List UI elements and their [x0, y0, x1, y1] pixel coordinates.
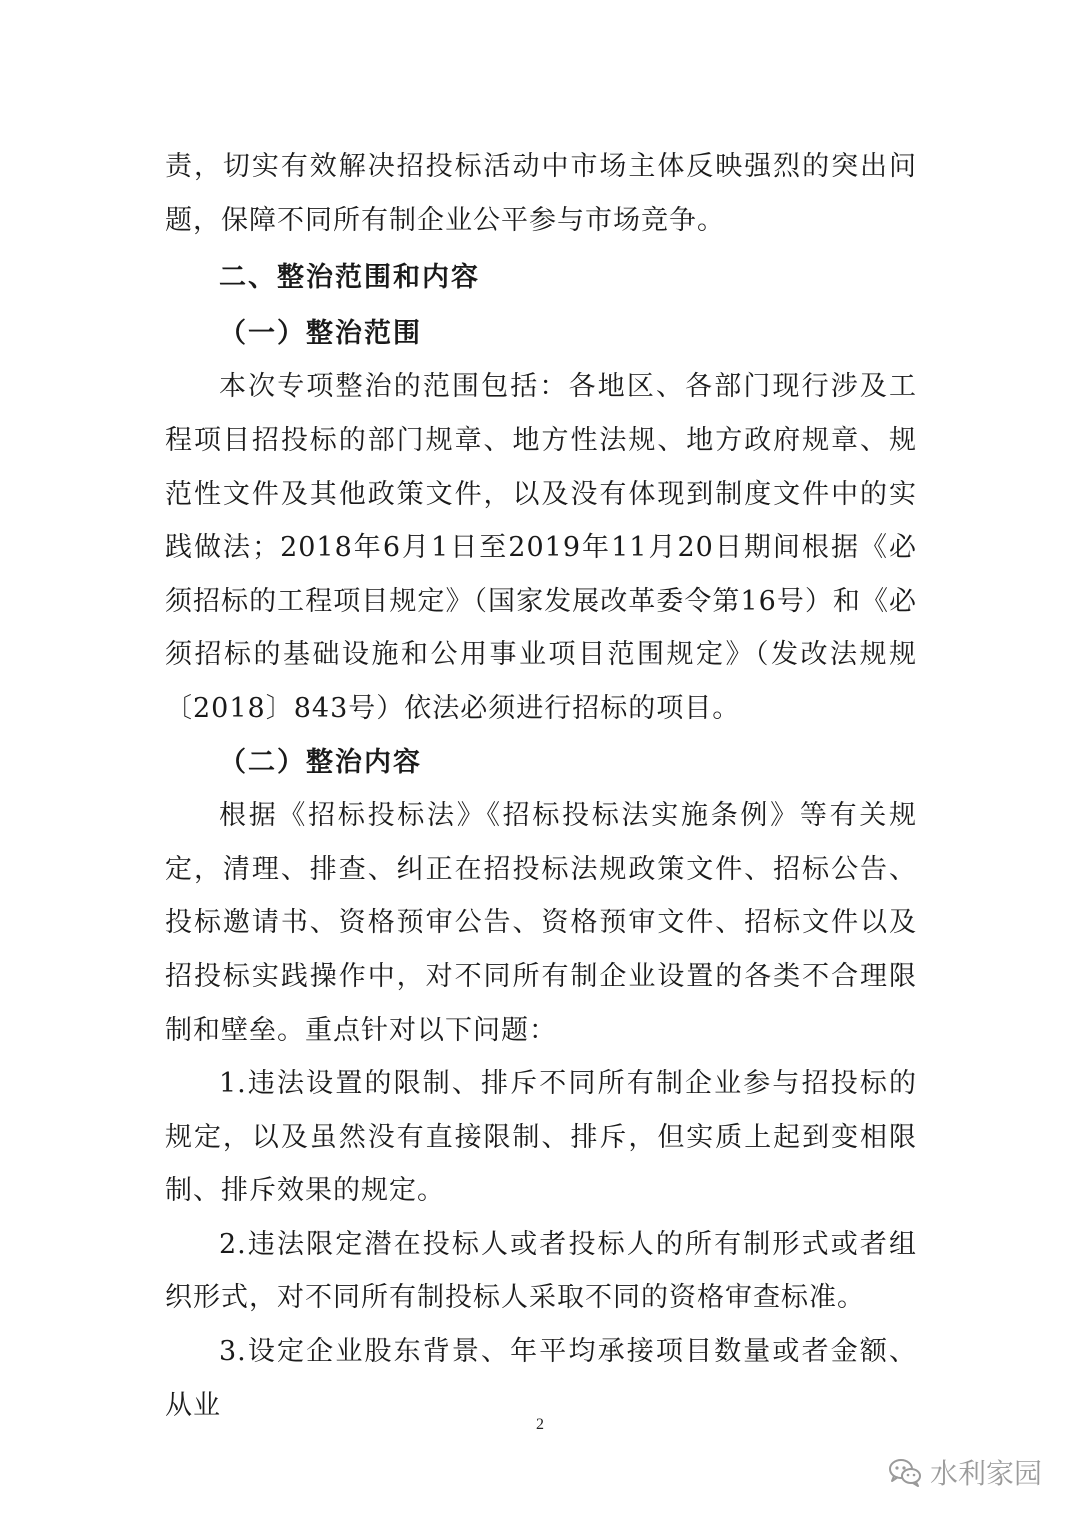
paragraph-continuation: 责，切实有效解决招投标活动中市场主体反映强烈的突出问题，保障不同所有制企业公平参与市场竞争。	[165, 151, 917, 236]
section-heading-scope-content: 二、整治范围和内容	[219, 262, 480, 294]
page-number: 2	[536, 1416, 544, 1433]
subsection-heading-content: （二）整治内容	[219, 746, 422, 778]
list-item-3: 3.设定企业股东背景、年平均承接项目数量或者金额、从业	[165, 1336, 917, 1421]
list-item-1: 1.违法设置的限制、排斥不同所有制企业参与招投标的规定，以及虽然没有直接限制、排斥，但实质上起到变相限制、排斥效果的规定。	[165, 1068, 917, 1207]
wechat-icon	[888, 1457, 922, 1487]
document-body	[165, 140, 917, 1432]
watermark	[888, 1452, 1042, 1492]
subsection-heading-scope: （一）整治范围	[219, 317, 422, 349]
list-item-2: 2.违法限定潜在投标人或者投标人的所有制形式或者组织形式，对不同所有制投标人采取不同的资格审查标准。	[165, 1228, 917, 1314]
watermark-text: 水利家园	[929, 1457, 1042, 1490]
paragraph-scope: 本次专项整治的范围包括：各地区、各部门现行涉及工程项目招投标的部门规章、地方性法规、地方政府规章、规范性文件及其他政策文件，以及没有体现到制度文件中的实践做法；2018年6月1日至2019年11月20日期间根据《必须招标的工程项目规定》（国家发展改革委令第16号）和《必须招标的基础设施和公用事业项目范围规定》（发改法规规〔2018〕843号）依法必须进行招标的项目。	[165, 371, 917, 724]
paragraph-content: 根据《招标投标法》《招标投标法实施条例》等有关规定，清理、排查、纠正在招投标法规政策文件、招标公告、投标邀请书、资格预审公告、资格预审文件、招标文件以及招投标实践操作中，对不同所有制企业设置的各类不合理限制和壁垒。重点针对以下问题：	[165, 800, 917, 1046]
